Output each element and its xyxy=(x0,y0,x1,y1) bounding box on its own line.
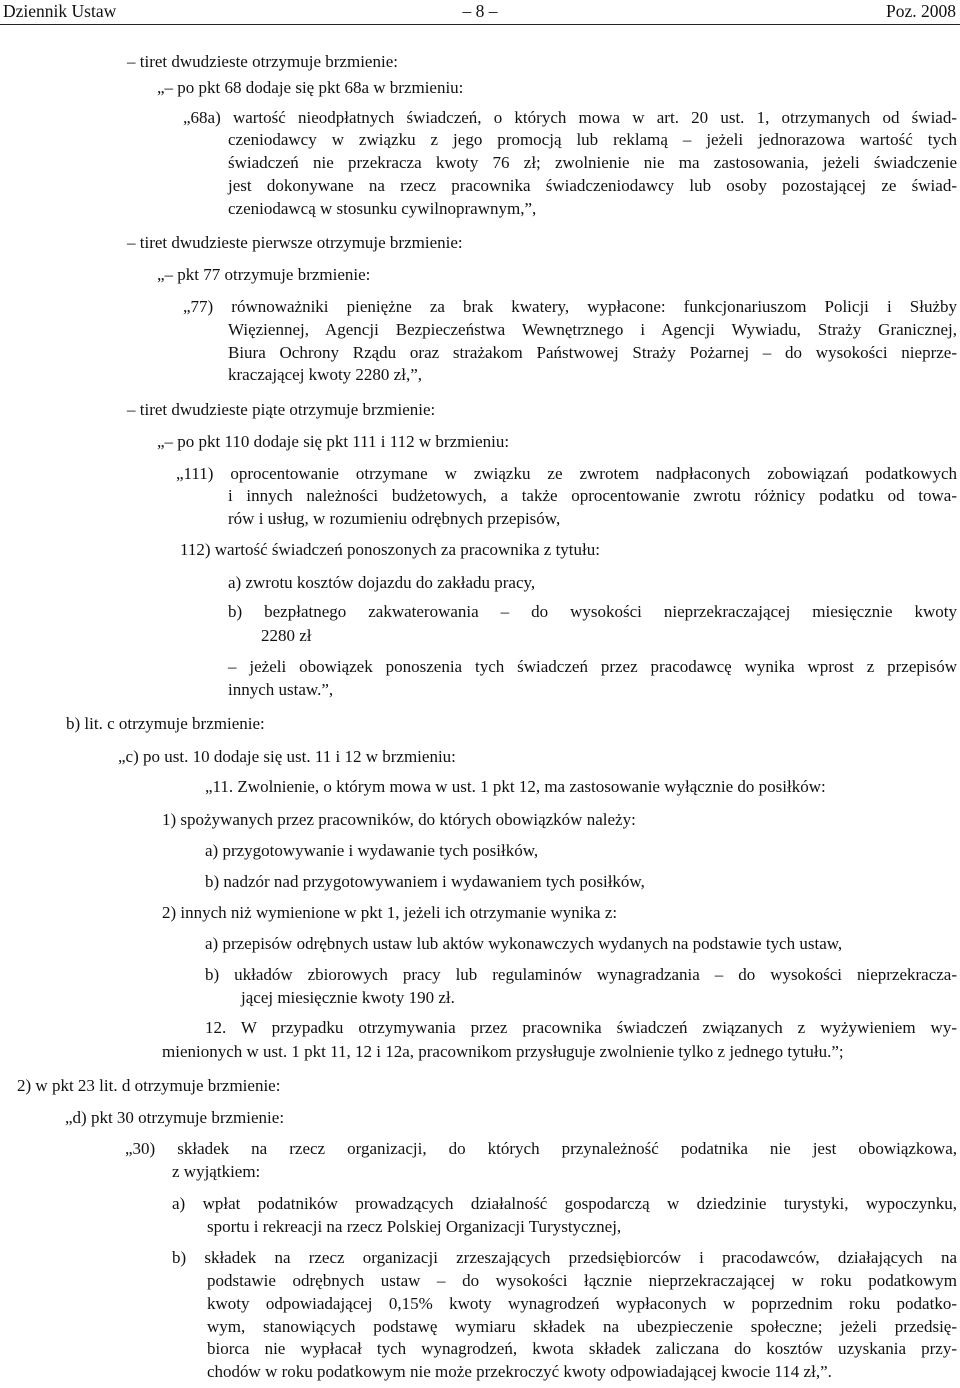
text-line: a) zwrotu kosztów dojazdu do zakładu pracy, xyxy=(228,573,536,592)
text-line: kwoty odpowiadającej 0,15% kwoty wynagrodzeń wypłaconych w poprzednim roku podatko- xyxy=(207,1294,957,1313)
text-line: 2280 zł xyxy=(261,626,312,645)
text-line: kraczającej kwoty 2280 zł,”, xyxy=(228,365,422,384)
text-line: z wyjątkiem: xyxy=(172,1162,261,1181)
text-line: b) bezpłatnego zakwaterowania – do wysokości nieprzekraczającej miesięcznie kwoty xyxy=(228,602,957,621)
text-line: „– pkt 77 otrzymuje brzmienie: xyxy=(157,265,371,284)
text-line: – jeżeli obowiązek ponoszenia tych świadczeń przez pracodawcę wynika wprost z przepisów xyxy=(228,657,957,676)
text-line: a) przepisów odrębnych ustaw lub aktów wykonawczych wydanych na podstawie tych ustaw, xyxy=(205,934,843,953)
text-line: rów i usług, w rozumieniu odrębnych przepisów, xyxy=(228,509,561,528)
text-line: b) składek na rzecz organizacji zrzeszających przedsiębiorców i pracodawców, działających na xyxy=(172,1248,957,1267)
header-rule xyxy=(0,24,960,25)
text-line: 1) spożywanych przez pracowników, do których obowiązków należy: xyxy=(162,810,636,829)
text-line: jącej miesięcznie kwoty 190 zł. xyxy=(241,988,455,1007)
text-line: „– po pkt 68 dodaje się pkt 68a w brzmieniu: xyxy=(157,78,464,97)
text-line: świadczeń nie przekracza kwoty 76 zł; zwolnienie nie ma zastosowania, jeżeli świadczenie xyxy=(228,153,957,172)
text-line: chodów w roku podatkowym nie może przekroczyć kwoty odpowiadającej kwocie 114 zł,”. xyxy=(207,1362,832,1381)
page-header xyxy=(0,0,960,24)
text-line: 2) w pkt 23 lit. d otrzymuje brzmienie: xyxy=(17,1076,281,1095)
text-line: „30) składek na rzecz organizacji, do których przynależność podatnika nie jest obowiązkowa, xyxy=(125,1139,957,1158)
text-line: wym, stanowiących podstawę wymiaru składek na ubezpieczenie społeczne; jeżeli przedsię- xyxy=(207,1317,957,1336)
text-line: Biura Ochrony Rządu oraz strażakom Państwowej Straży Pożarnej – do wysokości nieprze- xyxy=(228,343,957,362)
text-line: „d) pkt 30 otrzymuje brzmienie: xyxy=(65,1108,285,1127)
text-line: i innych należności budżetowych, a także oprocentowanie zwrotu różnicy podatku od towa- xyxy=(228,486,957,505)
text-line: „c) po ust. 10 dodaje się ust. 11 i 12 w brzmieniu: xyxy=(118,747,456,766)
text-line: b) nadzór nad przygotowywaniem i wydawaniem tych posiłków, xyxy=(205,872,645,891)
text-line: czeniodawcą w stosunku cywilnoprawnym,”, xyxy=(228,199,537,218)
text-line: podstawie odrębnych ustaw – do wysokości łącznie nieprzekraczającej w roku podatkowym xyxy=(207,1271,957,1290)
text-line: – tiret dwudzieste otrzymuje brzmienie: xyxy=(127,52,398,71)
position-number: Poz. 2008 xyxy=(886,1,956,21)
text-line: Więziennej, Agencji Bezpieczeństwa Wewnętrznego i Agencji Wywiadu, Straży Granicznej, xyxy=(228,320,957,339)
page-number: – 8 – xyxy=(462,1,498,21)
text-line: b) lit. c otrzymuje brzmienie: xyxy=(66,714,265,733)
text-line: – tiret dwudzieste piąte otrzymuje brzmienie: xyxy=(127,400,436,419)
text-line: 112) wartość świadczeń ponoszonych za pracownika z tytułu: xyxy=(180,540,600,559)
text-line: sportu i rekreacji na rzecz Polskiej Organizacji Turystycznej, xyxy=(207,1217,622,1236)
text-line: „77) równoważniki pieniężne za brak kwatery, wypłacone: funkcjonariuszom Policji i Służby xyxy=(183,297,957,316)
text-line: – tiret dwudzieste pierwsze otrzymuje brzmienie: xyxy=(127,233,463,252)
journal-title: Dziennik Ustaw xyxy=(3,1,117,21)
text-line: mienionych w ust. 1 pkt 11, 12 i 12a, pracownikom przysługuje zwolnienie tylko z jednego tytułu.”; xyxy=(162,1042,844,1061)
text-line: biorca nie wypłacał tych wynagrodzeń, kwota składek zaliczana do kosztów uzyskania przy- xyxy=(207,1339,957,1358)
text-line: 12. W przypadku otrzymywania przez pracownika świadczeń związanych z wyżywieniem wy- xyxy=(205,1018,957,1037)
text-line: czeniodawcy w związku z jego promocją lub reklamą – jeżeli jednorazowa wartość tych xyxy=(228,130,957,149)
text-line: b) układów zbiorowych pracy lub regulaminów wynagradzania – do wysokości nieprzekracza- xyxy=(205,965,957,984)
text-line: „11. Zwolnienie, o którym mowa w ust. 1 pkt 12, ma zastosowanie wyłącznie do posiłków: xyxy=(205,777,826,796)
text-line: a) wpłat podatników prowadzących działalność gospodarczą w dziedzinie turystyki, wypoczynku, xyxy=(172,1194,957,1213)
text-line: „111) oprocentowanie otrzymane w związku ze zwrotem nadpłaconych zobowiązań podatkowych xyxy=(176,464,957,483)
text-line: a) przygotowywanie i wydawanie tych posiłków, xyxy=(205,841,539,860)
text-line: „– po pkt 110 dodaje się pkt 111 i 112 w brzmieniu: xyxy=(157,432,510,451)
text-line: innych ustaw.”, xyxy=(228,680,334,699)
text-line: „68a) wartość nieodpłatnych świadczeń, o których mowa w art. 20 ust. 1, otrzymanych od świad- xyxy=(183,108,957,127)
text-line: 2) innych niż wymienione w pkt 1, jeżeli ich otrzymanie wynika z: xyxy=(162,903,618,922)
text-line: jest dokonywane na rzecz pracownika świadczeniodawcy lub osoby pozostającej ze świad- xyxy=(228,176,957,195)
